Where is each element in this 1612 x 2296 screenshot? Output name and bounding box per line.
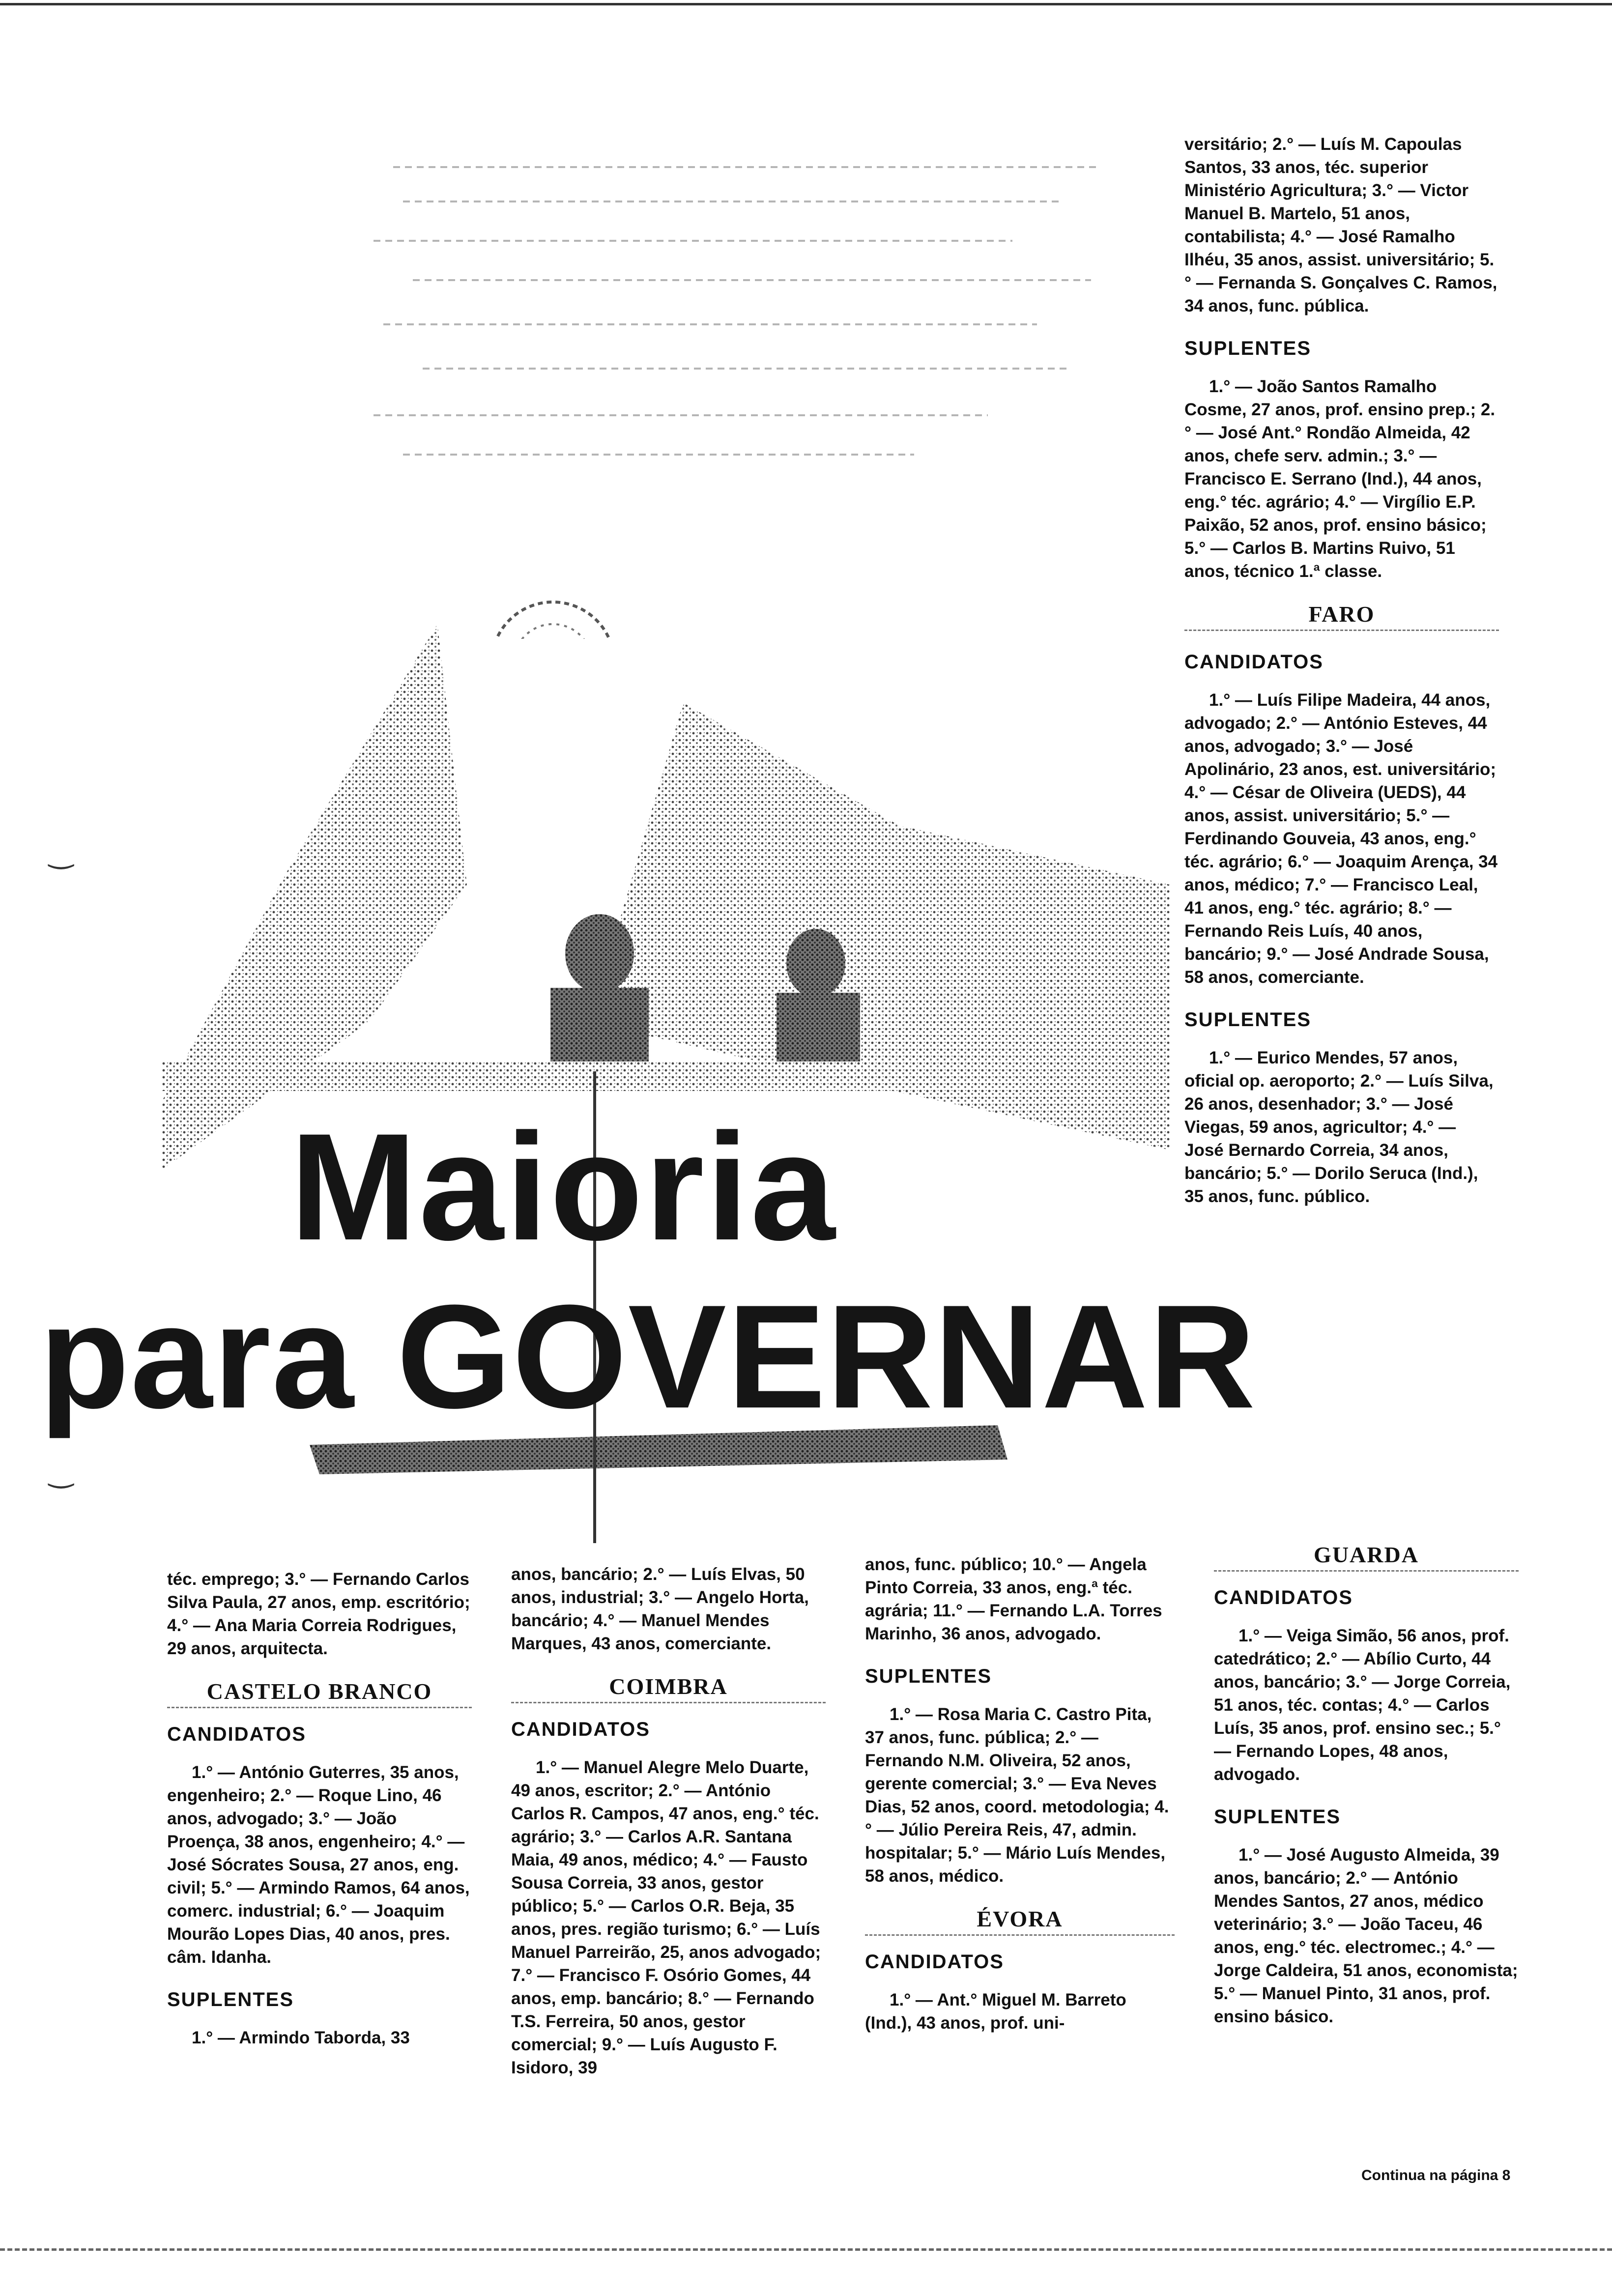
city-heading-castelo-branco: CASTELO BRANCO bbox=[167, 1680, 472, 1708]
candidatos-heading: CANDIDATOS bbox=[167, 1723, 306, 1745]
col2-paragraph-1: anos, bancário; 2.° — Luís Elvas, 50 anos, industrial; 3.° — Angelo Horta, bancário; 4.° — Manuel Mendes Marques, 43 anos, comerciante. bbox=[511, 1565, 809, 1653]
suplentes-heading: SUPLENTES bbox=[1184, 338, 1312, 359]
right-column bbox=[1184, 133, 1499, 1208]
suplentes-heading: SUPLENTES bbox=[1214, 1806, 1341, 1828]
right-paragraph-3: 1.° — Luís Filipe Madeira, 44 anos, advogado; 2.° — António Esteves, 44 anos, advogado; 3.° — José Apolinário, 23 anos, est. universitário; 4.° — César de Oliveira (UEDS), 44 anos, assist. universitário; 5.° — Ferdinando Gouveia, 43 anos, eng.° téc. agrário; 6.° — Joaquim Arença, 34 anos, médico; 7.° — Francisco Leal, 41 anos, eng.° téc. agrário; 8.° — Fernando Reis Luís, 40 anos, bancário; 9.° — José Andrade Sousa, 58 anos, comerciante. bbox=[1184, 690, 1498, 987]
suplentes-heading: SUPLENTES bbox=[1184, 1009, 1312, 1031]
headline-line-2: para GOVERNAR bbox=[39, 1274, 1257, 1439]
column-1 bbox=[167, 1568, 472, 2049]
top-rule bbox=[0, 3, 1612, 5]
candidatos-heading: CANDIDATOS bbox=[511, 1719, 650, 1740]
city-heading-coimbra: COIMBRA bbox=[511, 1675, 826, 1703]
city-heading-guarda: GUARDA bbox=[1214, 1543, 1519, 1572]
col3-paragraph-3: 1.° — Ant.° Miguel M. Barreto (Ind.), 43 anos, prof. uni- bbox=[865, 1990, 1126, 2033]
right-paragraph-2: 1.° — João Santos Ramalho Cosme, 27 anos, prof. ensino prep.; 2.° — José Ant.° Rondão Almeida, 42 anos, chefe serv. admin.; 3.° — Francisco E. Serrano (Ind.), 44 anos, eng.° téc. agrário; 4.° — Virgílio E.P. Paixão, 52 anos, prof. ensino básico; 5.° — Carlos B. Martins Ruivo, 51 anos, técnico 1.ª classe. bbox=[1184, 377, 1496, 581]
col4-paragraph-2: 1.° — José Augusto Almeida, 39 anos, bancário; 2.° — António Mendes Santos, 27 anos, médico veterinário; 3.° — João Taceu, 46 anos, eng.° téc. electromec.; 4.° — Jorge Caldeira, 51 anos, economista; 5.° — Manuel Pinto, 31 anos, prof. ensino básico. bbox=[1214, 1845, 1518, 2026]
headline-line-1: Maioria bbox=[290, 1101, 837, 1272]
column-4 bbox=[1214, 1543, 1519, 2028]
continued-note: Continua na página 8 bbox=[1361, 2167, 1511, 2183]
suplentes-heading: SUPLENTES bbox=[865, 1665, 992, 1687]
margin-mark: ‿ bbox=[49, 836, 73, 869]
suplentes-heading: SUPLENTES bbox=[167, 1989, 294, 2010]
column-2 bbox=[511, 1563, 826, 2079]
col1-paragraph-1: téc. emprego; 3.° — Fernando Carlos Silva Paula, 27 anos, emp. escritório; 4.° — Ana Maria Correia Rodrigues, 29 anos, arquitecta. bbox=[167, 1570, 470, 1658]
faded-print-area bbox=[374, 147, 1111, 467]
city-heading-faro: FARO bbox=[1184, 603, 1499, 631]
col4-paragraph-1: 1.° — Veiga Simão, 56 anos, prof. catedrático; 2.° — Abílio Curto, 44 anos, bancário; 3.° — Jorge Correia, 51 anos, téc. contas; 4.° — Carlos Luís, 35 anos, prof. ensino sec.; 5.° — Fernando Lopes, 48 anos, advogado. bbox=[1214, 1626, 1511, 1784]
margin-mark: ‿ bbox=[49, 1455, 73, 1488]
city-heading-evora: ÉVORA bbox=[865, 1907, 1175, 1936]
candidatos-heading: CANDIDATOS bbox=[865, 1951, 1004, 1973]
col1-paragraph-2: 1.° — António Guterres, 35 anos, engenheiro; 2.° — Roque Lino, 46 anos, advogado; 3.° — João Proença, 38 anos, engenheiro; 4.° — José Sócrates Sousa, 27 anos, eng. civil; 5.° — Armindo Ramos, 64 anos, comerc. industrial; 6.° — Joaquim Mourão Lopes Dias, 40 anos, pres. câm. Idanha. bbox=[167, 1763, 470, 1967]
right-paragraph-1: versitário; 2.° — Luís M. Capoulas Santos, 33 anos, téc. superior Ministério Agricultura; 3.° — Victor Manuel B. Martelo, 51 anos, contabilista; 4.° — José Ramalho Ilhéu, 35 anos, assist. universitário; 5.° — Fernanda S. Gonçalves C. Ramos, 34 anos, func. pública. bbox=[1184, 135, 1497, 316]
col2-paragraph-2: 1.° — Manuel Alegre Melo Duarte, 49 anos, escritor; 2.° — António Carlos R. Campos, 47 anos, eng.° téc. agrário; 3.° — Carlos A.R. Santana Maia, 49 anos, médico; 4.° — Fausto Sousa Correia, 33 anos, gestor público; 5.° — Carlos O.R. Beja, 35 anos, pres. região turismo; 6.° — Luís Manuel Parreirão, 25, anos advogado; 7.° — Francisco F. Osório Gomes, 44 anos, emp. bancário; 8.° — Fernando T.S. Ferreira, 50 anos, gestor comercial; 9.° — Luís Augusto F. Isidoro, 39 bbox=[511, 1758, 821, 2077]
col3-paragraph-1: anos, func. público; 10.° — Angela Pinto Correia, 33 anos, eng.ª téc. agrária; 11.° — Fernando L.A. Torres Marinho, 36 anos, advogado. bbox=[865, 1555, 1162, 1643]
col3-paragraph-2: 1.° — Rosa Maria C. Castro Pita, 37 anos, func. pública; 2.° — Fernando N.M. Oliveira, 52 anos, gerente comercial; 3.° — Eva Neves Dias, 52 anos, coord. metodologia; 4.° — Júlio Pereira Reis, 47, admin. hospitalar; 5.° — Mário Luís Mendes, 58 anos, médico. bbox=[865, 1705, 1169, 1886]
bottom-rule bbox=[0, 2248, 1612, 2251]
column-3 bbox=[865, 1553, 1175, 2035]
candidatos-heading: CANDIDATOS bbox=[1184, 651, 1324, 673]
col1-paragraph-3: 1.° — Armindo Taborda, 33 bbox=[192, 2028, 410, 2047]
candidatos-heading: CANDIDATOS bbox=[1214, 1587, 1353, 1608]
right-paragraph-4: 1.° — Eurico Mendes, 57 anos, oficial op. aeroporto; 2.° — Luís Silva, 26 anos, desenhador; 3.° — José Viegas, 59 anos, agricultor; 4.° — José Bernardo Correia, 34 anos, bancário; 5.° — Dorilo Seruca (Ind.), 35 anos, func. público. bbox=[1184, 1048, 1494, 1206]
